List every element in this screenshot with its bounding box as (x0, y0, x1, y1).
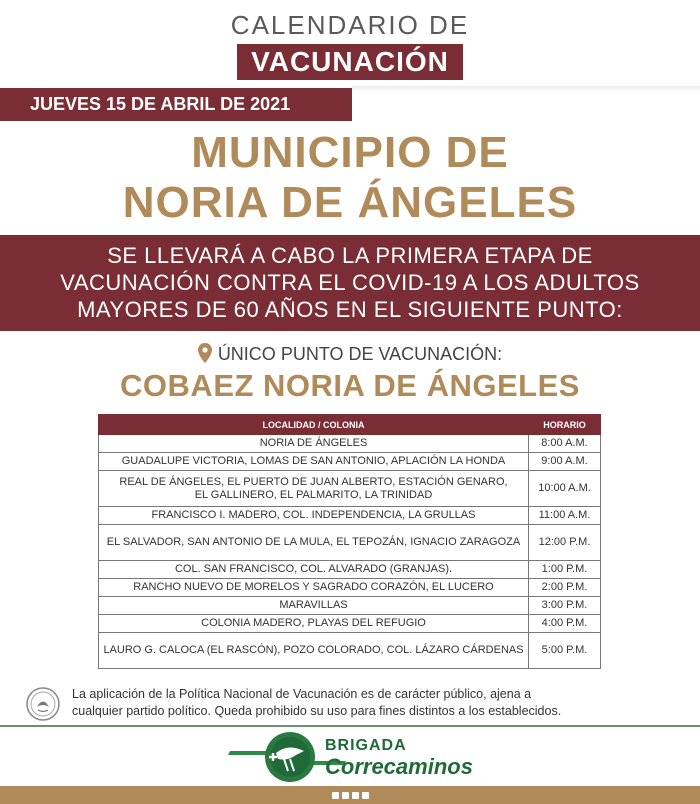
municipality-title (0, 128, 700, 228)
schedule-cell: 5:00 P.M. (529, 633, 601, 669)
announcement-line3: MAYORES DE 60 AÑOS EN EL SIGUIENTE PUNTO: (77, 297, 623, 322)
schedule-cell: 11:00 A.M. (529, 507, 601, 525)
schedule-cell: 1:00 P.M. (529, 561, 601, 579)
vaccination-point-label: ÚNICO PUNTO DE VACUNACIÓN: (217, 344, 503, 364)
locality-cell: NORIA DE ÁNGELES (99, 435, 529, 453)
header-title-line1: CALENDARIO DE (230, 10, 470, 40)
locality-cell: FRANCISCO I. MADERO, COL. INDEPENDENCIA, LA GRULLAS (99, 507, 529, 525)
locality-cell: GUADALUPE VICTORIA, LOMAS DE SAN ANTONIO, APLACIÓN LA HONDA (99, 453, 529, 471)
mexico-seal-icon (26, 687, 60, 721)
table-row (99, 507, 601, 525)
schedule-table (98, 414, 601, 669)
locality-cell: LAURO G. CALOCA (EL RASCÓN), POZO COLORADO, COL. LÁZARO CÁRDENAS (99, 633, 529, 669)
announcement-banner (0, 235, 700, 331)
disclaimer-line1: La aplicación de la Política Nacional de Vacunación es de carácter público, ajena a (72, 687, 532, 701)
twitter-icon[interactable] (342, 792, 349, 799)
header-shadow (352, 86, 700, 92)
social-icons (332, 792, 369, 799)
locality-cell (99, 471, 529, 507)
footer-divider (0, 725, 700, 727)
schedule-cell: 4:00 P.M. (529, 615, 601, 633)
column-header-locality: LOCALIDAD / COLONIA (99, 415, 529, 435)
locality-cell-line2: EL GALLINERO, EL PALMARITO, LA TRINIDAD (194, 488, 433, 501)
table-row (99, 615, 601, 633)
table-row (99, 435, 601, 453)
column-header-schedule: HORARIO (529, 415, 601, 435)
locality-cell: EL SALVADOR, SAN ANTONIO DE LA MULA, EL TEPOZÁN, IGNACIO ZARAGOZA (99, 525, 529, 561)
table-row (99, 579, 601, 597)
brand-line1: BRIGADA (325, 737, 407, 754)
header (0, 10, 700, 80)
locality-cell: MARAVILLAS (99, 597, 529, 615)
municipality-title-line1: MUNICIPIO DE (191, 128, 509, 177)
locality-cell: RANCHO NUEVO DE MORELOS Y SAGRADO CORAZÓN, EL LUCERO (99, 579, 529, 597)
municipality-title-line2: NORIA DE ÁNGELES (122, 178, 578, 227)
table-row (99, 453, 601, 471)
locality-cell: COLONIA MADERO, PLAYAS DEL REFUGIO (99, 615, 529, 633)
schedule-cell: 3:00 P.M. (529, 597, 601, 615)
brand-line2: Correcaminos (325, 754, 473, 779)
table-row (99, 525, 601, 561)
facebook-icon[interactable] (332, 792, 339, 799)
brigada-brand (325, 737, 473, 779)
vaccination-point-label-row (0, 342, 700, 369)
table-row (99, 471, 601, 507)
vaccination-point-name: COBAEZ NORIA DE ÁNGELES (120, 368, 580, 403)
table-row (99, 633, 601, 669)
locality-cell: COL. SAN FRANCISCO, COL. ALVARADO (GRANJAS). (99, 561, 529, 579)
schedule-cell: 10:00 A.M. (529, 471, 601, 507)
schedule-cell: 9:00 A.M. (529, 453, 601, 471)
legal-disclaimer (72, 686, 682, 720)
header-title-line2: VACUNACIÓN (237, 44, 463, 80)
footer-bar (0, 786, 700, 804)
table-row (99, 561, 601, 579)
locality-cell-line1: REAL DE ÁNGELES, EL PUERTO DE JUAN ALBERTO, ESTACIÓN GENARO, (119, 475, 508, 488)
announcement-line2: VACUNACIÓN CONTRA EL COVID-19 A LOS ADULTOS (60, 270, 640, 295)
table-row (99, 597, 601, 615)
youtube-icon[interactable] (362, 792, 369, 799)
schedule-cell: 2:00 P.M. (529, 579, 601, 597)
disclaimer-line2: cualquier partido político. Queda prohibido su uso para fines distintos a los establecidos. (72, 704, 562, 718)
instagram-icon[interactable] (352, 792, 359, 799)
table-header-row (99, 415, 601, 435)
announcement-line1: SE LLEVARÁ A CABO LA PRIMERA ETAPA DE (107, 243, 593, 268)
schedule-cell: 8:00 A.M. (529, 435, 601, 453)
schedule-cell: 12:00 P.M. (529, 525, 601, 561)
date-banner: JUEVES 15 DE ABRIL DE 2021 (0, 88, 352, 121)
